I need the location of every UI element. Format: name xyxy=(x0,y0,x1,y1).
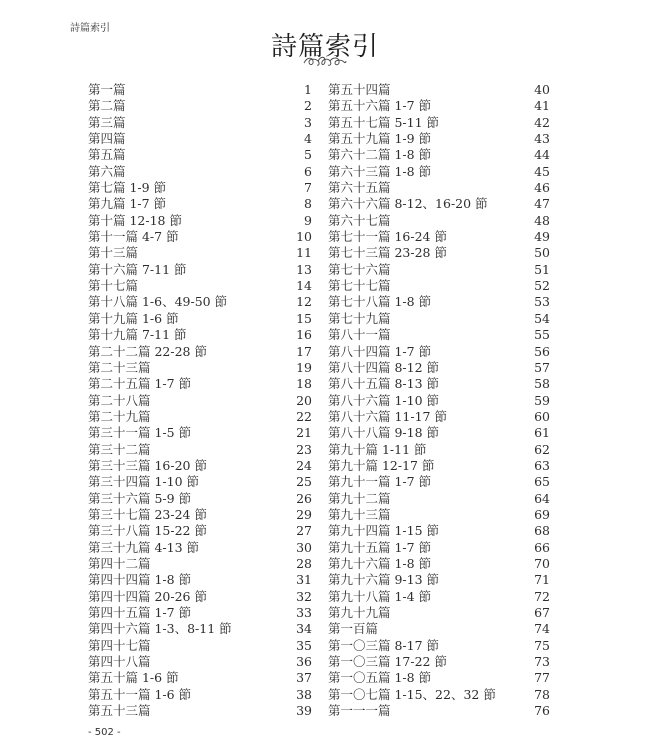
index-entry xyxy=(328,227,550,243)
psalm-reference: 第八十五篇 8-13 節 xyxy=(328,376,440,392)
entry-page-number: 7 xyxy=(304,180,312,196)
index-entry xyxy=(88,113,312,129)
index-entry xyxy=(88,489,312,505)
index-entry xyxy=(328,260,550,276)
index-entry xyxy=(328,701,550,717)
psalm-reference: 第三十七篇 23-24 節 xyxy=(88,506,207,522)
psalm-reference: 第八十八篇 9-18 節 xyxy=(328,425,440,441)
psalm-reference: 第十三篇 xyxy=(88,245,139,261)
entry-page-number: 33 xyxy=(296,605,312,620)
entry-page-number: 13 xyxy=(296,261,312,277)
psalm-reference: 第七十九篇 xyxy=(328,310,391,326)
index-entry xyxy=(328,456,550,472)
entry-page-number: 48 xyxy=(534,212,550,228)
psalm-reference: 第九十五篇 1-7 節 xyxy=(328,539,432,555)
psalm-reference: 第三十一篇 1-5 節 xyxy=(88,425,192,441)
index-entry xyxy=(328,145,550,161)
psalm-reference: 第三篇 xyxy=(88,114,126,130)
psalm-reference: 第五十六篇 1-7 節 xyxy=(328,98,432,114)
psalm-reference: 第七十八篇 1-8 節 xyxy=(328,294,432,310)
entry-page-number: 37 xyxy=(296,670,312,686)
psalm-reference: 第二十八篇 xyxy=(88,392,151,408)
psalm-reference: 第七十三篇 23-28 節 xyxy=(328,245,447,261)
index-entry xyxy=(88,701,312,717)
entry-page-number: 57 xyxy=(534,359,550,375)
psalm-reference: 第四十五篇 1-7 節 xyxy=(88,605,192,620)
psalm-reference: 第十七篇 xyxy=(88,278,139,294)
index-entry xyxy=(88,636,312,652)
entry-page-number: 3 xyxy=(304,114,312,130)
entry-page-number: 9 xyxy=(304,212,312,228)
entry-page-number: 47 xyxy=(534,196,550,212)
entry-page-number: 20 xyxy=(296,392,312,408)
page-title: 詩篇索引 xyxy=(270,32,379,62)
entry-page-number: 12 xyxy=(296,294,312,310)
entry-page-number: 69 xyxy=(534,506,550,522)
index-entry xyxy=(328,194,550,210)
psalm-reference: 第三十八篇 15-22 節 xyxy=(88,523,207,539)
psalm-reference: 第九十一篇 1-7 節 xyxy=(328,474,432,490)
psalm-reference: 第一〇七篇 1-15、22、32 節 xyxy=(328,686,496,702)
entry-page-number: 31 xyxy=(296,572,312,588)
index-entry xyxy=(88,423,312,439)
entry-page-number: 21 xyxy=(296,425,312,441)
psalm-reference: 第九十四篇 1-15 節 xyxy=(328,523,440,539)
entry-page-number: 39 xyxy=(296,703,312,719)
index-entry xyxy=(88,178,312,194)
entry-page-number: 76 xyxy=(534,703,550,719)
psalm-reference: 第三十四篇 1-10 節 xyxy=(88,474,200,490)
psalm-reference: 第十一篇 4-7 節 xyxy=(88,229,179,245)
index-entry xyxy=(328,211,550,227)
psalm-reference: 第一篇 xyxy=(88,82,126,97)
index-entry xyxy=(88,162,312,178)
entry-page-number: 29 xyxy=(296,506,312,522)
page-number: - 502 - xyxy=(88,727,121,738)
entry-page-number: 30 xyxy=(296,539,312,555)
entry-page-number: 23 xyxy=(296,441,312,457)
psalm-reference: 第二篇 xyxy=(88,98,126,114)
psalm-reference: 第八十四篇 1-7 節 xyxy=(328,343,432,359)
entry-page-number: 63 xyxy=(534,457,550,473)
index-entry xyxy=(88,391,312,407)
entry-page-number: 59 xyxy=(534,392,550,408)
index-entry xyxy=(88,374,312,390)
index-entry xyxy=(328,243,550,259)
index-entry xyxy=(88,80,312,96)
index-entry xyxy=(88,652,312,668)
index-entry xyxy=(328,113,550,129)
entry-page-number: 1 xyxy=(304,82,312,97)
entry-page-number: 6 xyxy=(304,163,312,179)
psalm-reference: 第四十四篇 20-26 節 xyxy=(88,588,207,604)
psalm-reference: 第二十二篇 22-28 節 xyxy=(88,343,207,359)
psalm-reference: 第四十八篇 xyxy=(88,654,151,670)
index-entry xyxy=(328,309,550,325)
running-head: 詩篇索引 xyxy=(70,23,110,34)
index-entry xyxy=(88,211,312,227)
index-column-right xyxy=(328,80,550,717)
entry-page-number: 78 xyxy=(534,686,550,702)
psalm-reference: 第九十篇 12-17 節 xyxy=(328,457,435,473)
index-entry xyxy=(88,243,312,259)
index-entry xyxy=(88,554,312,570)
psalm-reference: 第三十二篇 xyxy=(88,441,151,457)
entry-page-number: 74 xyxy=(534,621,550,637)
index-entry xyxy=(88,358,312,374)
entry-page-number: 67 xyxy=(534,605,550,620)
index-entry xyxy=(328,325,550,341)
psalm-reference: 第九十六篇 1-8 節 xyxy=(328,555,432,571)
psalm-reference: 第五十三篇 xyxy=(88,703,151,719)
psalm-reference: 第九十八篇 1-4 節 xyxy=(328,588,432,604)
index-entry xyxy=(328,685,550,701)
psalm-reference: 第五十一篇 1-6 節 xyxy=(88,686,192,702)
index-entry xyxy=(328,342,550,358)
index-entry xyxy=(88,521,312,537)
index-entry xyxy=(88,342,312,358)
psalm-reference: 第四十七篇 xyxy=(88,637,151,653)
entry-page-number: 60 xyxy=(534,408,550,424)
entry-page-number: 5 xyxy=(304,147,312,163)
entry-page-number: 4 xyxy=(304,131,312,147)
psalm-reference: 第九十三篇 xyxy=(328,506,391,522)
index-entry xyxy=(328,129,550,145)
entry-page-number: 35 xyxy=(296,637,312,653)
entry-page-number: 14 xyxy=(296,278,312,294)
index-entry xyxy=(88,538,312,554)
psalm-reference: 第一〇三篇 8-17 節 xyxy=(328,637,440,653)
entry-page-number: 66 xyxy=(534,539,550,555)
psalm-reference: 第一〇五篇 1-8 節 xyxy=(328,670,432,686)
entry-page-number: 51 xyxy=(534,261,550,277)
index-entry xyxy=(328,668,550,684)
index-entry xyxy=(328,423,550,439)
entry-page-number: 62 xyxy=(534,441,550,457)
entry-page-number: 38 xyxy=(296,686,312,702)
index-entry xyxy=(88,685,312,701)
psalm-reference: 第九十二篇 xyxy=(328,490,391,506)
psalm-reference: 第六十二篇 1-8 節 xyxy=(328,147,432,163)
index-entry xyxy=(88,292,312,308)
entry-page-number: 22 xyxy=(296,408,312,424)
psalm-reference: 第六篇 xyxy=(88,163,126,179)
psalm-reference: 第六十六篇 8-12、16-20 節 xyxy=(328,196,488,212)
entry-page-number: 45 xyxy=(534,163,550,179)
entry-page-number: 26 xyxy=(296,490,312,506)
index-entry xyxy=(88,309,312,325)
entry-page-number: 54 xyxy=(534,310,550,326)
index-entry xyxy=(328,440,550,456)
entry-page-number: 49 xyxy=(534,229,550,245)
index-entry xyxy=(328,636,550,652)
index-entry xyxy=(328,80,550,96)
psalm-reference: 第八十四篇 8-12 節 xyxy=(328,359,440,375)
entry-page-number: 43 xyxy=(534,131,550,147)
flourish-ornament-icon xyxy=(300,54,350,68)
index-entry xyxy=(328,570,550,586)
entry-page-number: 34 xyxy=(296,621,312,637)
index-entry xyxy=(88,472,312,488)
entry-page-number: 28 xyxy=(296,555,312,571)
entry-page-number: 72 xyxy=(534,588,550,604)
entry-page-number: 65 xyxy=(534,474,550,490)
entry-page-number: 19 xyxy=(296,359,312,375)
entry-page-number: 68 xyxy=(534,523,550,539)
entry-page-number: 27 xyxy=(296,523,312,539)
psalm-reference: 第三十三篇 16-20 節 xyxy=(88,457,207,473)
psalm-reference: 第四十六篇 1-3、8-11 節 xyxy=(88,621,232,637)
psalm-reference: 第七篇 1-9 節 xyxy=(88,180,167,196)
index-column-left xyxy=(88,80,312,717)
entry-page-number: 11 xyxy=(296,245,312,261)
psalm-reference: 第五篇 xyxy=(88,147,126,163)
psalm-reference: 第十九篇 1-6 節 xyxy=(88,310,179,326)
entry-page-number: 50 xyxy=(534,245,550,261)
index-entry xyxy=(328,358,550,374)
index-entry xyxy=(88,668,312,684)
index-entry xyxy=(88,587,312,603)
psalm-reference: 第一〇三篇 17-22 節 xyxy=(328,654,447,670)
psalm-reference: 第五十篇 1-6 節 xyxy=(88,670,179,686)
entry-page-number: 36 xyxy=(296,654,312,670)
psalm-reference: 第十六篇 7-11 節 xyxy=(88,261,187,277)
index-entry xyxy=(328,538,550,554)
index-entry xyxy=(88,276,312,292)
index-entry xyxy=(88,129,312,145)
index-entry xyxy=(328,292,550,308)
index-entry xyxy=(328,489,550,505)
entry-page-number: 58 xyxy=(534,376,550,392)
entry-page-number: 24 xyxy=(296,457,312,473)
psalm-reference: 第十八篇 1-6、49-50 節 xyxy=(88,294,228,310)
psalm-reference: 第五十四篇 xyxy=(328,82,391,97)
entry-page-number: 8 xyxy=(304,196,312,212)
index-entry xyxy=(328,521,550,537)
psalm-reference: 第二十五篇 1-7 節 xyxy=(88,376,192,392)
psalm-reference: 第十九篇 7-11 節 xyxy=(88,327,187,343)
entry-page-number: 18 xyxy=(296,376,312,392)
psalm-reference: 第四篇 xyxy=(88,131,126,147)
index-entry xyxy=(88,260,312,276)
psalm-reference: 第二十九篇 xyxy=(88,408,151,424)
index-entry xyxy=(328,505,550,521)
entry-page-number: 61 xyxy=(534,425,550,441)
psalm-reference: 第三十六篇 5-9 節 xyxy=(88,490,192,506)
psalm-reference: 第六十七篇 xyxy=(328,212,391,228)
index-entry xyxy=(88,505,312,521)
entry-page-number: 15 xyxy=(296,310,312,326)
entry-page-number: 44 xyxy=(534,147,550,163)
index-entry xyxy=(88,96,312,112)
index-entry xyxy=(88,145,312,161)
psalm-reference: 第五十九篇 1-9 節 xyxy=(328,131,432,147)
index-entry xyxy=(328,554,550,570)
psalm-reference: 第一一一篇 xyxy=(328,703,391,719)
psalm-reference: 第八十六篇 11-17 節 xyxy=(328,408,447,424)
psalm-reference: 第三十九篇 4-13 節 xyxy=(88,539,200,555)
psalm-reference: 第八十一篇 xyxy=(328,327,391,343)
entry-page-number: 70 xyxy=(534,555,550,571)
entry-page-number: 46 xyxy=(534,180,550,196)
psalm-reference: 第七十七篇 xyxy=(328,278,391,294)
psalm-reference: 第一百篇 xyxy=(328,621,379,637)
index-entry xyxy=(88,440,312,456)
index-entry xyxy=(328,96,550,112)
psalm-reference: 第六十五篇 xyxy=(328,180,391,196)
index-entry xyxy=(88,407,312,423)
entry-page-number: 10 xyxy=(296,229,312,245)
index-entry xyxy=(88,194,312,210)
index-entry xyxy=(88,227,312,243)
psalm-reference: 第四十二篇 xyxy=(88,555,151,571)
index-entry xyxy=(88,619,312,635)
psalm-reference: 第九十六篇 9-13 節 xyxy=(328,572,440,588)
psalm-reference: 第七十六篇 xyxy=(328,261,391,277)
entry-page-number: 42 xyxy=(534,114,550,130)
entry-page-number: 64 xyxy=(534,490,550,506)
entry-page-number: 53 xyxy=(534,294,550,310)
index-entry xyxy=(328,374,550,390)
entry-page-number: 75 xyxy=(534,637,550,653)
entry-page-number: 56 xyxy=(534,343,550,359)
index-entry xyxy=(328,472,550,488)
index-entry xyxy=(328,391,550,407)
index-entry xyxy=(88,456,312,472)
psalm-reference: 第五十七篇 5-11 節 xyxy=(328,114,440,130)
index-entry xyxy=(328,652,550,668)
index-entry xyxy=(88,603,312,619)
entry-page-number: 73 xyxy=(534,654,550,670)
entry-page-number: 2 xyxy=(304,98,312,114)
entry-page-number: 41 xyxy=(534,98,550,114)
entry-page-number: 17 xyxy=(296,343,312,359)
entry-page-number: 52 xyxy=(534,278,550,294)
index-entry xyxy=(328,587,550,603)
entry-page-number: 32 xyxy=(296,588,312,604)
psalm-reference: 第十篇 12-18 節 xyxy=(88,212,182,228)
index-entry xyxy=(328,276,550,292)
index-entry xyxy=(328,162,550,178)
psalm-reference: 第二十三篇 xyxy=(88,359,151,375)
index-entry xyxy=(328,619,550,635)
psalm-reference: 第九十篇 1-11 節 xyxy=(328,441,427,457)
index-entry xyxy=(328,603,550,619)
index-entry xyxy=(88,325,312,341)
entry-page-number: 40 xyxy=(534,82,550,97)
psalm-reference: 第九篇 1-7 節 xyxy=(88,196,167,212)
index-entry xyxy=(328,407,550,423)
entry-page-number: 25 xyxy=(296,474,312,490)
psalm-reference: 第七十一篇 16-24 節 xyxy=(328,229,447,245)
psalm-reference: 第四十四篇 1-8 節 xyxy=(88,572,192,588)
entry-page-number: 16 xyxy=(296,327,312,343)
index-entry xyxy=(328,178,550,194)
entry-page-number: 77 xyxy=(534,670,550,686)
psalm-reference: 第八十六篇 1-10 節 xyxy=(328,392,440,408)
index-entry xyxy=(88,570,312,586)
entry-page-number: 71 xyxy=(534,572,550,588)
entry-page-number: 55 xyxy=(534,327,550,343)
psalm-reference: 第九十九篇 xyxy=(328,605,391,620)
psalm-reference: 第六十三篇 1-8 節 xyxy=(328,163,432,179)
